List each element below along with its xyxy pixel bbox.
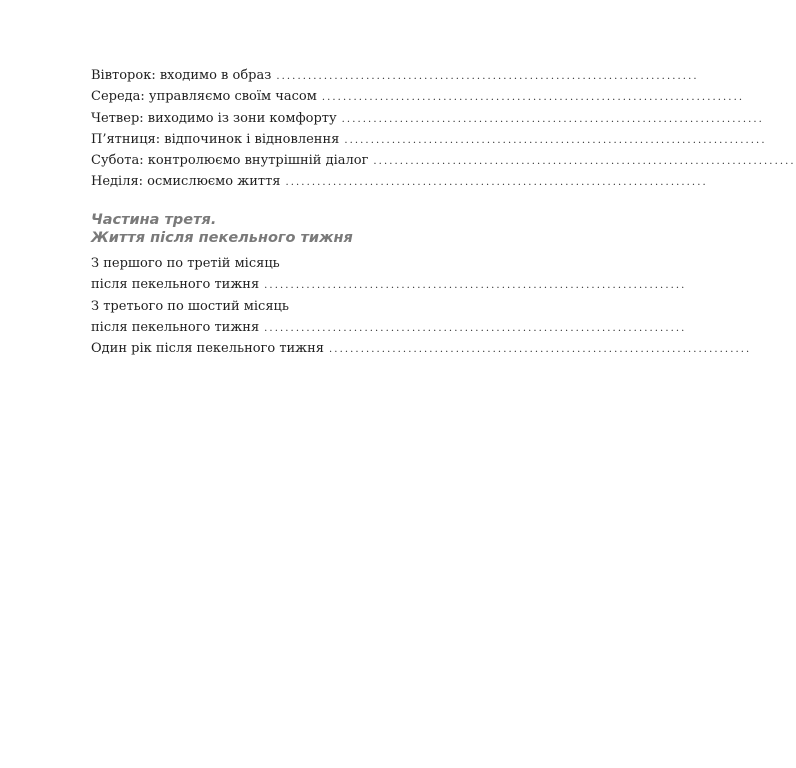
toc-entry[interactable] bbox=[91, 110, 764, 132]
toc-entry-label: З першого по третій місяць bbox=[91, 256, 280, 271]
toc-entry-label: Неділя: осмислюємо життя bbox=[91, 174, 281, 190]
dot-leader: ................................................................................ bbox=[373, 156, 796, 168]
dot-leader: ................................................................................ bbox=[341, 113, 764, 125]
toc-entry[interactable] bbox=[91, 174, 708, 195]
part-heading bbox=[91, 211, 491, 247]
dot-leader: ................................................................................ bbox=[344, 134, 767, 146]
toc-entry[interactable] bbox=[91, 131, 767, 153]
toc-entry-label: Вівторок: входимо в образ bbox=[91, 68, 272, 83]
toc-entry[interactable] bbox=[91, 68, 699, 89]
toc-entry-label: Середа: управляємо своїм часом bbox=[91, 89, 317, 105]
toc-entry-label: Один рік після пекельного тижня bbox=[91, 341, 325, 357]
dot-leader: ................................................................................ bbox=[329, 344, 752, 356]
toc-entry[interactable] bbox=[91, 319, 687, 341]
toc-entry[interactable] bbox=[91, 341, 752, 362]
toc-entry[interactable] bbox=[91, 153, 796, 174]
dot-leader: ................................................................................ bbox=[264, 280, 687, 292]
toc-entry[interactable] bbox=[91, 89, 745, 110]
toc-list-top bbox=[91, 68, 796, 196]
dot-leader: ................................................................................ bbox=[321, 92, 745, 104]
part-heading-line-1: Частина третя. bbox=[91, 212, 217, 228]
toc-entry-label: З третього по шостий місяць bbox=[91, 298, 289, 314]
toc-entry-label: Субота: контролюємо внутрішній діалог bbox=[91, 153, 369, 169]
toc-entry-label: після пекельного тижня bbox=[91, 319, 260, 335]
toc-entry[interactable] bbox=[91, 256, 474, 277]
toc-entry-label: П’ятниця: відпочинок і відновлення bbox=[91, 131, 340, 147]
toc-entry[interactable] bbox=[91, 277, 687, 298]
toc-list-bottom bbox=[91, 256, 752, 362]
dot-leader: ................................................................................ bbox=[285, 177, 708, 189]
part-heading-line-2: Життя після пекельного тижня bbox=[91, 230, 353, 246]
dot-leader: ................................................................................ bbox=[276, 71, 699, 82]
dot-leader: ................................................................................ bbox=[264, 322, 687, 334]
toc-entry[interactable] bbox=[91, 299, 474, 320]
toc-entry-label: після пекельного тижня bbox=[91, 277, 260, 293]
toc-entry-label: Четвер: виходимо із зони комфорту bbox=[91, 110, 337, 126]
